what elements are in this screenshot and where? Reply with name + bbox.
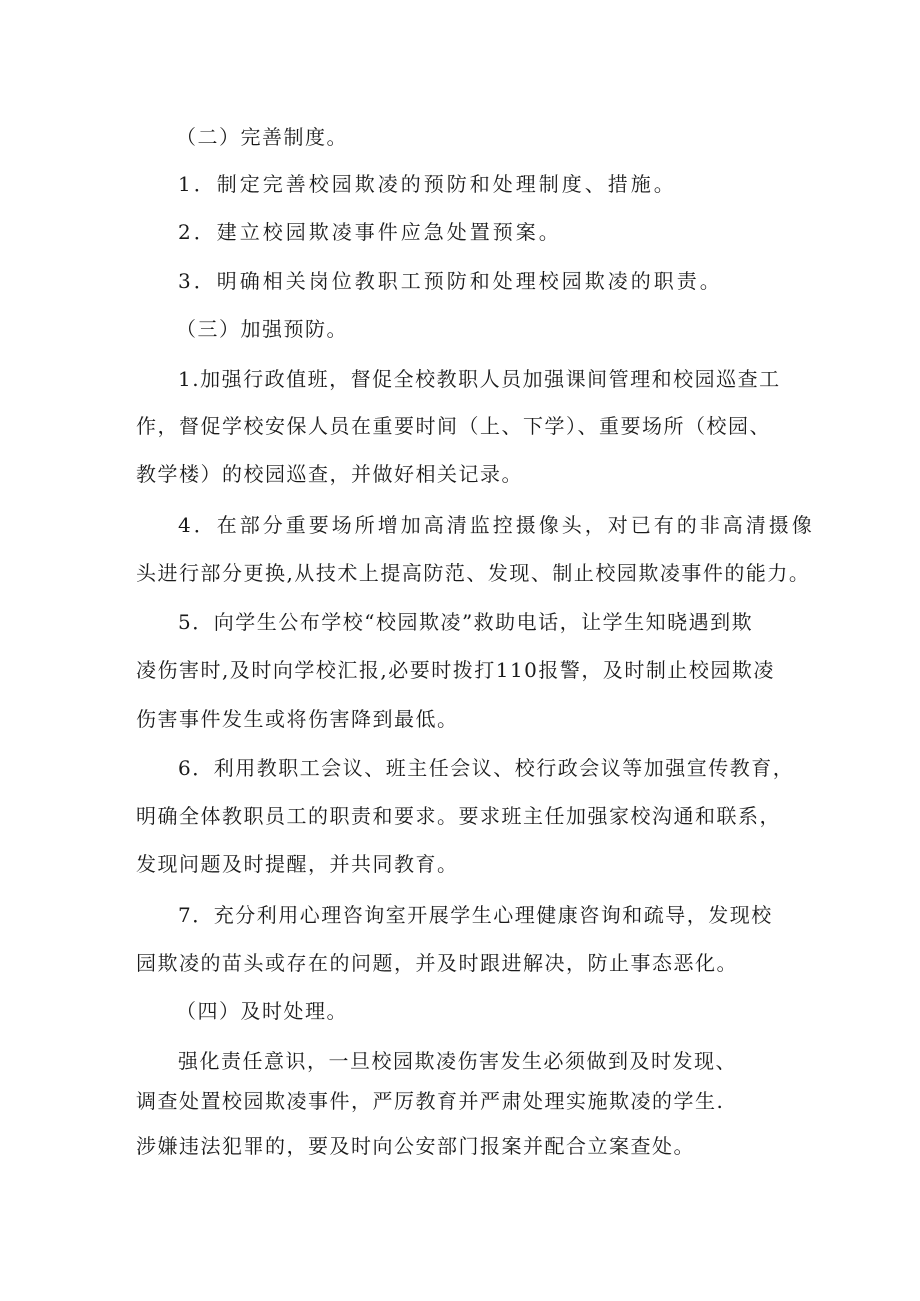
paragraph-line: 5．向学生公布学校“校园欺凌”救助电话，让学生知晓遇到欺 xyxy=(178,610,754,634)
paragraph-line: 园欺凌的苗头或存在的问题，并及时跟进解决，防止事态恶化。 xyxy=(136,951,738,975)
paragraph-line: 4．在部分重要场所增加高清监控摄像头，对已有的非高清摄像 xyxy=(178,513,815,537)
paragraph-line: 1.加强行政值班，督促全校教职人员加强课间管理和校园巡查工 xyxy=(178,367,781,391)
paragraph-line: 教学楼）的校园巡查，并做好相关记录。 xyxy=(136,462,523,486)
list-item-2-2: 2．建立校园欺凌事件应急处置预案。 xyxy=(178,220,562,244)
paragraph-line: 6．利用教职工会议、班主任会议、校行政会议等加强宣传教育， xyxy=(178,756,795,780)
paragraph-line: 调查处置校园欺凌事件，严厉教育并严肃处理实施欺凌的学生. xyxy=(136,1089,725,1113)
paragraph-line: 强化责任意识，一旦校园欺凌伤害发生必须做到及时发现、 xyxy=(178,1049,737,1073)
paragraph-line: 凌伤害时,及时向学校汇报,必要时拨打110报警，及时制止校园欺凌 xyxy=(136,658,775,682)
paragraph-line: 发现问题及时提醒，并共同教育。 xyxy=(136,852,459,876)
paragraph-line: 头进行部分更换,从技术上提高防范、发现、制止校园欺凌事件的能力。 xyxy=(136,561,811,585)
section-heading-4: （四）及时处理。 xyxy=(176,999,348,1023)
section-heading-3: （三）加强预防。 xyxy=(176,317,348,341)
paragraph-line: 涉嫌违法犯罪的，要及时向公安部门报案并配合立案查处。 xyxy=(136,1134,695,1158)
list-item-2-1: 1．制定完善校园欺凌的预防和处理制度、措施。 xyxy=(178,172,677,196)
section-heading-2: （二）完善制度。 xyxy=(176,125,348,149)
paragraph-line: 明确全体教职员工的职责和要求。要求班主任加强家校沟通和联系， xyxy=(136,804,781,828)
paragraph-line: 7．充分利用心理咨询室开展学生心理健康咨询和疏导，发现校 xyxy=(178,903,773,927)
paragraph-line: 伤害事件发生或将伤害降到最低。 xyxy=(136,707,459,731)
paragraph-line: 作，督促学校安保人员在重要时间（上、下学）、重要场所（校园、 xyxy=(136,414,771,438)
list-item-2-3: 3．明确相关岗位教职工预防和处理校园欺凌的职责。 xyxy=(178,269,723,293)
